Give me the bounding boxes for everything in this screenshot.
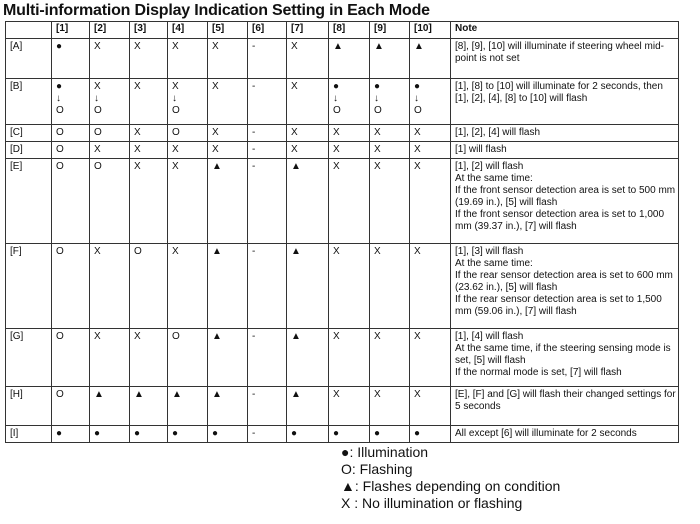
indicator-cell: X — [168, 244, 208, 329]
mode-label: [H] — [6, 387, 52, 426]
indicator-cell: X — [168, 159, 208, 244]
indicator-cell: ● ↓ O — [370, 79, 410, 125]
table-row — [6, 426, 679, 443]
indicator-cell: - — [248, 426, 287, 443]
indicator-cell: X — [208, 125, 248, 142]
indicator-cell: X — [370, 329, 410, 387]
indicator-cell: X — [329, 244, 370, 329]
indicator-cell: X ↓ O — [168, 79, 208, 125]
indicator-cell: X — [208, 79, 248, 125]
indicator-cell: ▲ — [168, 387, 208, 426]
indicator-cell: ▲ — [208, 329, 248, 387]
header-cell: [6] — [248, 22, 287, 39]
indicator-cell: X — [130, 39, 168, 79]
note-cell: [1], [2], [4] will flash — [451, 125, 679, 142]
header-cell-note: Note — [451, 22, 679, 39]
indicator-cell: X — [287, 39, 329, 79]
indicator-cell: ● ↓ O — [52, 79, 90, 125]
indicator-cell: O — [52, 142, 90, 159]
legend-item: O: Flashing — [341, 461, 413, 477]
header-cell: [4] — [168, 22, 208, 39]
indicator-cell: - — [248, 125, 287, 142]
indicator-cell: - — [248, 329, 287, 387]
indicator-cell: ▲ — [208, 159, 248, 244]
note-cell: [E], [F] and [G] will flash their changed settings for 5 seconds — [451, 387, 679, 426]
header-cell: [3] — [130, 22, 168, 39]
table-row — [6, 244, 679, 329]
indicator-cell: X — [130, 329, 168, 387]
indicator-cell: O — [168, 329, 208, 387]
indicator-cell: ▲ — [370, 39, 410, 79]
indicator-cell: O — [168, 125, 208, 142]
indicator-cell: X — [208, 142, 248, 159]
indicator-cell: X — [410, 329, 451, 387]
indicator-cell: X — [90, 142, 130, 159]
header-cell: [2] — [90, 22, 130, 39]
indicator-cell: X — [287, 142, 329, 159]
note-cell: [1], [8] to [10] will illuminate for 2 seconds, then [1], [2], [4], [8] to [10] will flash — [451, 79, 679, 125]
indicator-cell: X — [370, 387, 410, 426]
note-cell: [1], [2] will flash At the same time: If the front sensor detection area is set to 500 mm (19.69 in.), [5] will flash If the front sensor detection area is set to 1,000 mm (39.37 in.), [7] will flash — [451, 159, 679, 244]
indicator-cell: X — [287, 125, 329, 142]
table-row — [6, 329, 679, 387]
indicator-cell: O — [130, 244, 168, 329]
indicator-cell: X — [90, 329, 130, 387]
mode-label: [E] — [6, 159, 52, 244]
table-row — [6, 125, 679, 142]
mode-label: [D] — [6, 142, 52, 159]
indicator-cell: ▲ — [208, 244, 248, 329]
indicator-cell: X — [130, 79, 168, 125]
indicator-cell: ● — [410, 426, 451, 443]
table-row — [6, 142, 679, 159]
indicator-cell: O — [52, 387, 90, 426]
indicator-cell: - — [248, 39, 287, 79]
indicator-cell: ● — [52, 39, 90, 79]
indicator-cell: X — [208, 39, 248, 79]
indicator-cell: X — [168, 142, 208, 159]
table-row — [6, 387, 679, 426]
header-cell: [7] — [287, 22, 329, 39]
note-cell: [1], [3] will flash At the same time: If the rear sensor detection area is set to 600 mm (23.62 in.), [5] will flash If the rear sensor detection area is set to 1,500 mm (59.06 in.), [7] will flash — [451, 244, 679, 329]
indicator-cell: ● ↓ O — [410, 79, 451, 125]
indicator-cell: ● — [90, 426, 130, 443]
indicator-cell: ● — [370, 426, 410, 443]
indicator-cell: X — [168, 39, 208, 79]
indicator-cell: X — [329, 387, 370, 426]
header-cell: [5] — [208, 22, 248, 39]
page-title: Multi-information Display Indication Setting in Each Mode — [3, 2, 430, 19]
indicator-cell: O — [52, 329, 90, 387]
header-cell: [8] — [329, 22, 370, 39]
indicator-cell: ▲ — [130, 387, 168, 426]
indicator-cell: ● — [168, 426, 208, 443]
indicator-cell: ▲ — [90, 387, 130, 426]
indicator-cell: X — [329, 329, 370, 387]
legend-item: ▲: Flashes depending on condition — [341, 478, 561, 494]
legend-item: X : No illumination or flashing — [341, 495, 523, 511]
indicator-cell: X — [410, 387, 451, 426]
indicator-cell: X — [287, 79, 329, 125]
indicator-cell: O — [52, 159, 90, 244]
indicator-cell: ▲ — [287, 159, 329, 244]
header-cell-mode — [6, 22, 52, 39]
mode-label: [A] — [6, 39, 52, 79]
header-cell: [1] — [52, 22, 90, 39]
indicator-cell: - — [248, 159, 287, 244]
indicator-cell: - — [248, 244, 287, 329]
indicator-cell: ● ↓ O — [329, 79, 370, 125]
legend-item: ●: Illumination — [341, 444, 429, 460]
indicator-cell: X — [130, 142, 168, 159]
table-body — [6, 39, 679, 443]
indicator-cell: X — [90, 39, 130, 79]
indicator-cell: ▲ — [287, 244, 329, 329]
indicator-cell: O — [52, 244, 90, 329]
indicator-cell: ▲ — [410, 39, 451, 79]
indicator-cell: ● — [287, 426, 329, 443]
indicator-cell: X — [370, 125, 410, 142]
indicator-cell: X — [329, 159, 370, 244]
indicator-cell: X — [410, 125, 451, 142]
indicator-cell: ▲ — [329, 39, 370, 79]
indicator-cell: ▲ — [287, 329, 329, 387]
note-cell: All except [6] will illuminate for 2 seconds — [451, 426, 679, 443]
indicator-cell: - — [248, 387, 287, 426]
indicator-cell: X — [410, 244, 451, 329]
indicator-cell: ● — [52, 426, 90, 443]
note-cell: [1] will flash — [451, 142, 679, 159]
mode-label: [G] — [6, 329, 52, 387]
indicator-cell: X — [90, 244, 130, 329]
indicator-cell: X — [130, 125, 168, 142]
indicator-cell: - — [248, 79, 287, 125]
mode-label: [C] — [6, 125, 52, 142]
indicator-cell: X ↓ O — [90, 79, 130, 125]
header-cell: [10] — [410, 22, 451, 39]
table-row — [6, 79, 679, 125]
note-cell: [1], [4] will flash At the same time, if the steering sensing mode is set, [5] will flash If the normal mode is set, [7] will flash — [451, 329, 679, 387]
indicator-cell: ▲ — [287, 387, 329, 426]
indicator-cell: O — [90, 159, 130, 244]
indicator-cell: ● — [130, 426, 168, 443]
legend — [341, 444, 560, 512]
indicator-cell: O — [90, 125, 130, 142]
note-cell: [8], [9], [10] will illuminate if steering wheel mid-point is not set — [451, 39, 679, 79]
indicator-cell: ▲ — [208, 387, 248, 426]
indicator-cell: X — [370, 159, 410, 244]
table-header-row — [6, 22, 679, 39]
indicator-cell: ● — [208, 426, 248, 443]
indicator-cell: - — [248, 142, 287, 159]
table-row — [6, 39, 679, 79]
indicator-cell: ● — [329, 426, 370, 443]
mode-label: [F] — [6, 244, 52, 329]
indicator-cell: X — [410, 159, 451, 244]
header-cell: [9] — [370, 22, 410, 39]
indicator-cell: X — [130, 159, 168, 244]
indicator-cell: X — [329, 142, 370, 159]
mode-label: [I] — [6, 426, 52, 443]
indication-setting-table — [5, 21, 679, 443]
mode-label: [B] — [6, 79, 52, 125]
indicator-cell: O — [52, 125, 90, 142]
indicator-cell: X — [410, 142, 451, 159]
indicator-cell: X — [370, 142, 410, 159]
indicator-cell: X — [329, 125, 370, 142]
indicator-cell: X — [370, 244, 410, 329]
table-row — [6, 159, 679, 244]
